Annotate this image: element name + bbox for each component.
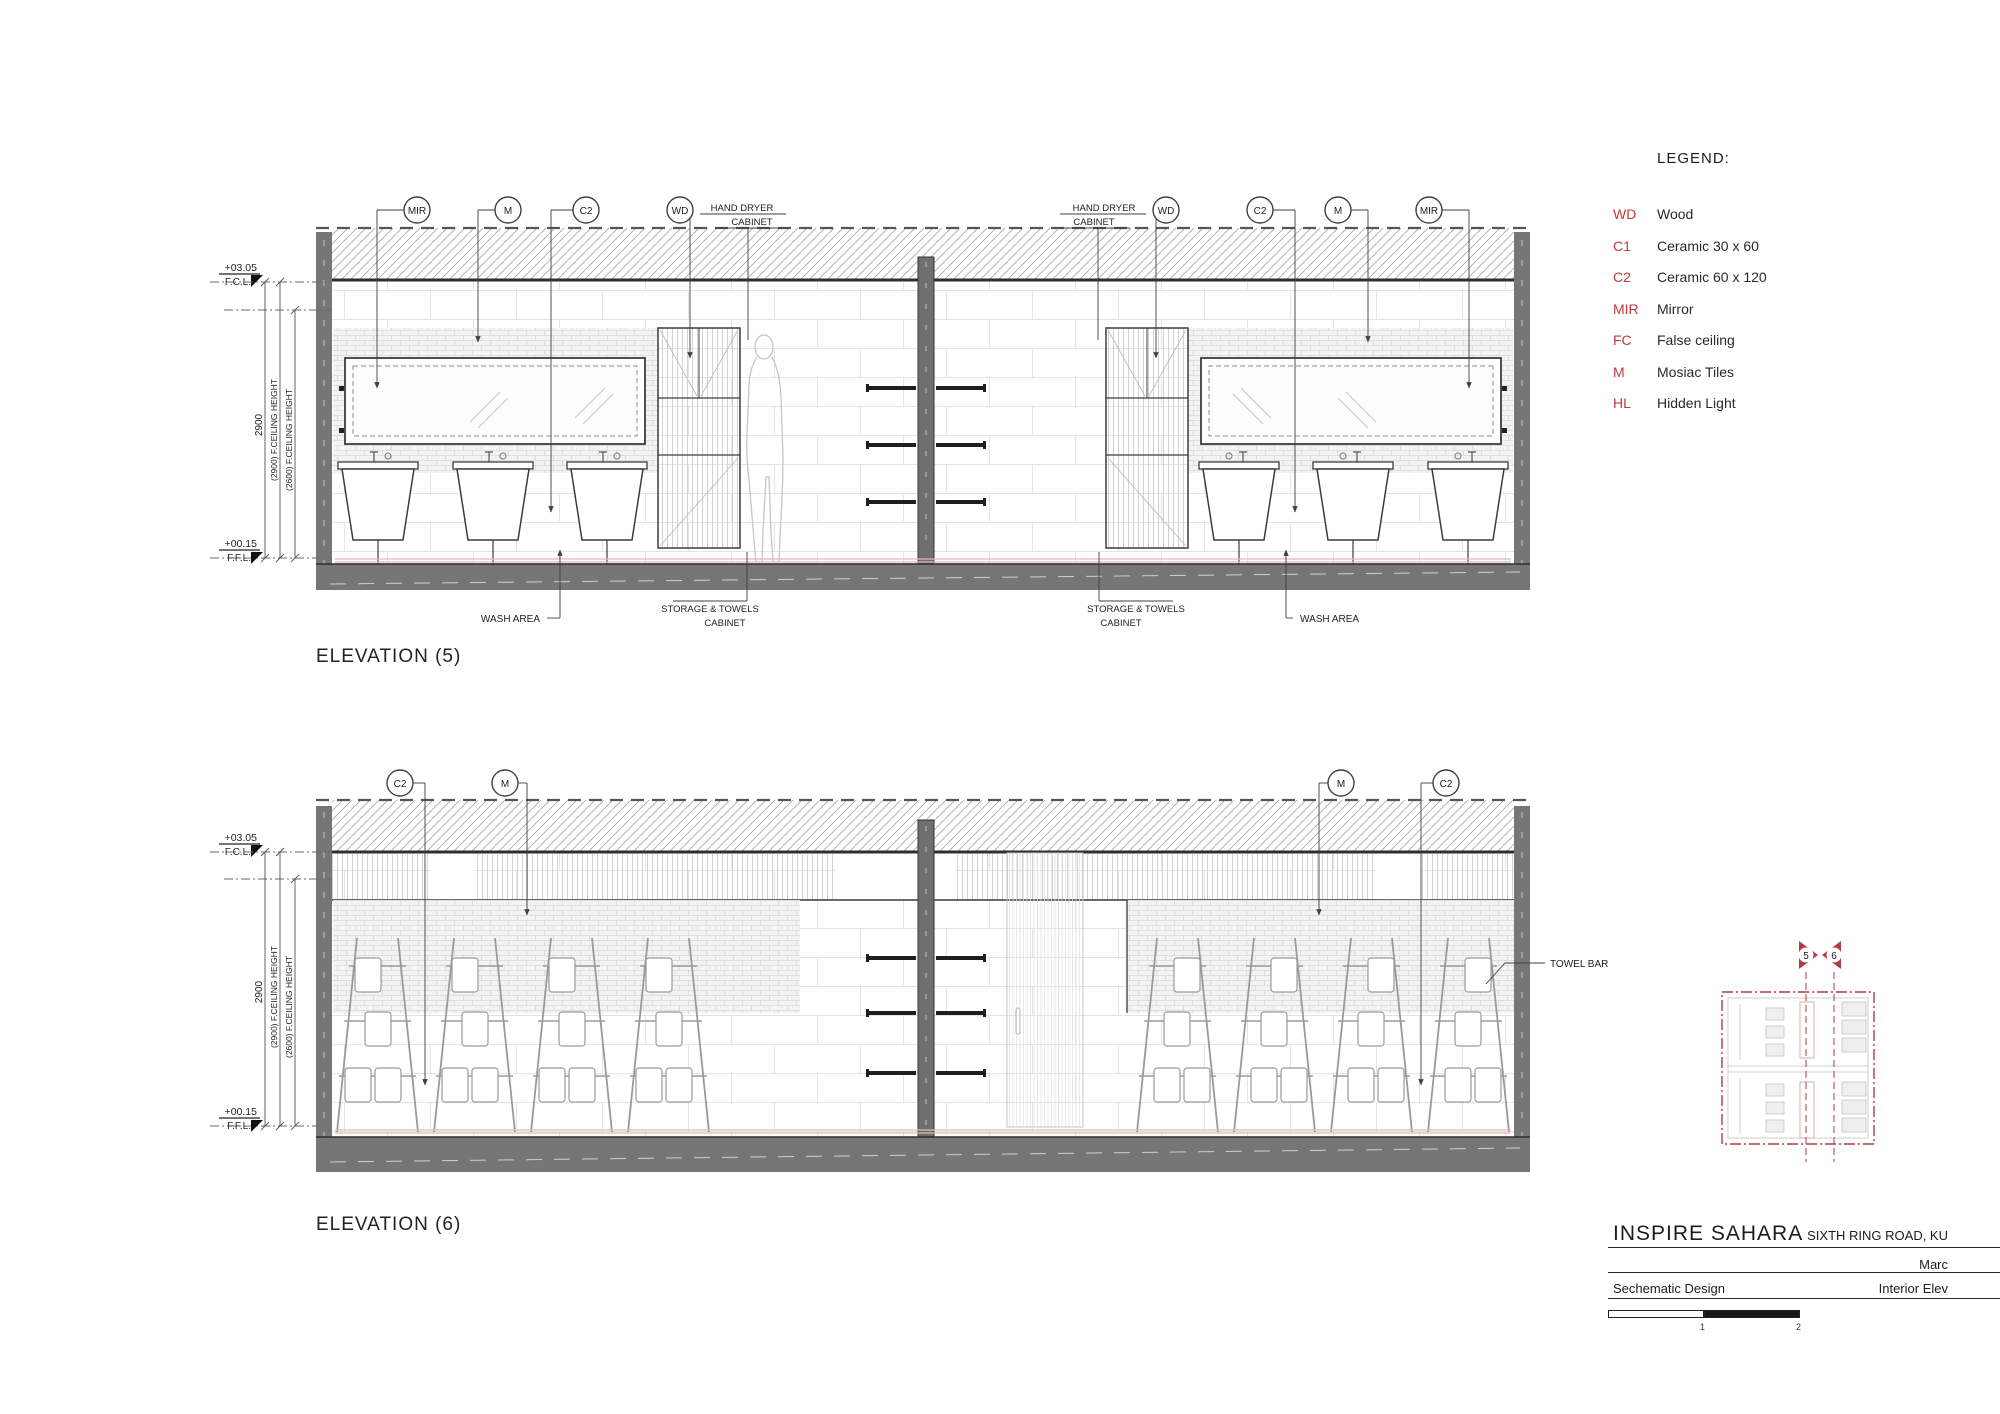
callout-c2-label: C2 [1439,779,1453,790]
legend-code: MIR [1613,300,1639,317]
section-marker-5-number: 5 [1803,951,1809,962]
callout-m-label: M [1336,779,1346,790]
storage-label-left2: CABINET [704,618,746,629]
legend-code: WD [1613,206,1637,222]
mirror [345,358,645,444]
callout-mir-label: MIR [407,206,427,217]
scale-tick-1: 1 [1700,1322,1706,1332]
callout-m-label: M [503,206,513,217]
legend-item-wd [1613,207,1873,221]
callout-m-label: M [1333,206,1343,217]
e6-central-wall [918,820,934,1137]
legend-item-c2 [1613,270,1873,284]
wash-area-label-right: WASH AREA [1300,614,1360,625]
hand-dryer-text2: CABINET [1073,217,1115,228]
overall-height-dim: 2900 [254,980,265,1004]
legend-label: Ceramic 60 x 120 [1657,269,1767,285]
hand-dryer-text: HAND DRYER [710,203,774,214]
legend-item-hl [1613,396,1873,410]
e6-mosaic-band-right [1127,900,1514,1013]
ffl-elevation-value: +00.15 [224,538,257,550]
elevation-6-title: ELEVATION (6) [316,1214,462,1235]
callout-wd-label: WD [1157,206,1175,217]
fcl-label: F.C.L. [224,277,251,288]
legend-item-c1 [1613,239,1873,253]
ffl-label: F.F.L. [227,553,251,564]
fcl-elevation-value: +03.05 [224,262,257,274]
legend-code: M [1613,363,1625,380]
hand-dryer-text: HAND DRYER [1072,203,1136,214]
e6-door-panel [1007,853,1083,1127]
legend [1613,150,1873,410]
ceiling-height-2600: (2600) F.CEILING HEIGHT [284,388,294,492]
e5-floor [316,564,1530,590]
titleblock-divider [1608,1298,2000,1299]
project-name: INSPIRE SAHARA [1613,1222,1804,1245]
wood-cabinet [658,328,740,548]
storage-label-right2: CABINET [1100,618,1142,629]
section-marker-6-number: 6 [1831,951,1837,962]
elevation-5 [210,197,1530,667]
section-marker-5 [1799,941,1819,969]
wash-area-label-left: WASH AREA [480,614,540,625]
design-phase: Sechematic Design [1613,1281,1725,1296]
legend-label: False ceiling [1657,332,1735,348]
e5-dimensions [210,262,332,564]
callout-c2-label: C2 [1253,206,1267,217]
scale-bar-segment-2 [1704,1310,1800,1318]
ffl-elevation-value: +00.15 [224,1106,257,1118]
ceiling-height-2600: (2600) F.CEILING HEIGHT [284,955,294,1059]
issue-date: Marc [1919,1257,1948,1272]
legend-label: Mosiac Tiles [1657,363,1735,380]
fcl-elevation-value: +03.05 [224,832,257,844]
overall-height-dim: 2900 [254,413,265,437]
legend-code: C2 [1613,269,1631,285]
titleblock-divider [1608,1272,2000,1273]
hand-dryer-text2: CABINET [731,217,773,228]
storage-label-left: STORAGE & TOWELS [661,604,759,615]
fcl-label: F.C.L. [224,847,251,858]
callout-c2-label: C2 [393,779,407,790]
titleblock-divider [1608,1247,2000,1248]
e6-floor [316,1137,1530,1172]
legend-label: Wood [1657,206,1694,222]
ceiling-height-2900: (2900) F.CEILING HEIGHT [269,378,279,482]
e6-dimensions [210,832,332,1132]
legend-item-m [1613,365,1873,379]
ffl-label: F.F.L. [227,1121,251,1132]
legend-title: LEGEND: [1657,150,1730,167]
storage-label-right: STORAGE & TOWELS [1087,604,1185,615]
callout-wd-label: WD [671,206,689,217]
legend-code: HL [1613,395,1631,411]
legend-code: FC [1613,332,1632,348]
key-plan [1722,941,1874,1162]
ceiling-height-2900: (2900) F.CEILING HEIGHT [269,945,279,1049]
elevation-5-title: ELEVATION (5) [316,646,462,667]
legend-code: C1 [1613,237,1631,254]
section-marker-6 [1822,941,1842,969]
scale-tick-2: 2 [1796,1322,1802,1332]
legend-label: Ceramic 30 x 60 [1657,237,1759,254]
elevation-6 [210,770,1608,1235]
callout-mir-label: MIR [1419,206,1439,217]
scale-bar-segment-1 [1608,1310,1704,1318]
legend-item-fc [1613,333,1873,347]
legend-label: Hidden Light [1657,395,1736,411]
towel-bar-label: TOWEL BAR [1550,959,1609,970]
callout-m-label: M [500,779,510,790]
legend-item-mir [1613,302,1873,316]
project-address: SIXTH RING ROAD, KU [1807,1228,1948,1243]
callout-c2-label: C2 [579,206,593,217]
sheet-title: Interior Elev [1878,1281,1948,1296]
legend-label: Mirror [1657,300,1694,317]
e6-mosaic-band-left [333,900,800,1013]
